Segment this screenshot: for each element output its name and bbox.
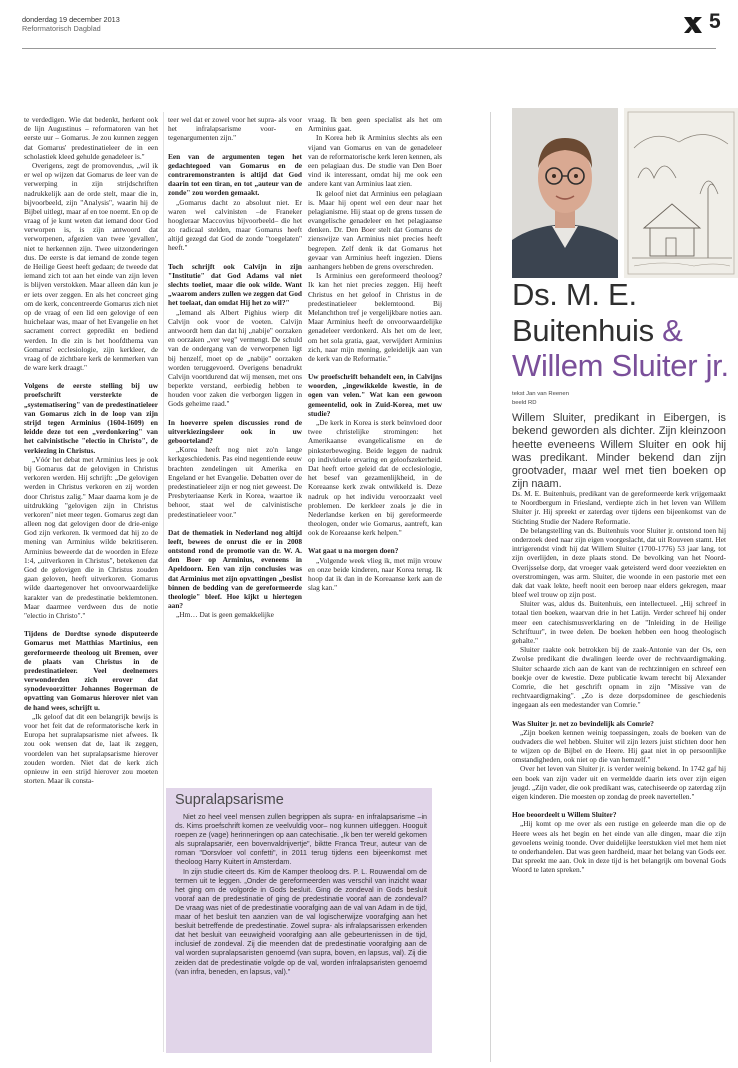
sidebar-box-supralapsarisme (166, 788, 432, 1053)
paragraph: De belangstelling van ds. Buitenhuis voor Sluiter jr. ontstond toen hij onderzoek deed naar zijn eigen voorgeslacht, dat uit Rouveen stamt. Het intrigerendst vindt hij dat Willem Sluiter (1700-1776) 53 jaar lang, tot zijn overlijden, in deze plaats stond. De bevolking van het Noord-Overijsselse dorp, dat vroeger vaak geteisterd werd door veeziekten en overstromingen, was arm. Sluiter, die woonde in een pastorie met een dak dat vaak lekte, heeft nooit een beroep naar elders gekregen, maar bleef wel trouw op zijn post. (512, 525, 726, 600)
newspaper-name: Reformatorisch Dagblad (22, 24, 101, 33)
headline-ampersand: & (662, 312, 683, 348)
interview-question: Hoe beoordeelt u Willem Sluiter? (512, 810, 617, 820)
paragraph: „De kerk in Korea is sterk beïnvloed door twee christelijke stromingen: het Amerikaanse evangelicalisme en de pinksterbeweging. Beide leggen de nadruk op individuele ervaring en geloofszekerheid. Dat heeft ertoe geleid dat de ecclesiologie, het besef van gezamenlijkheid, in de Koreaanse kerk zwak ontwikkeld is. Deze nadruk op het individu veroorzaakt veel problemen. De kerkleer zoals je die in Nederlandse kerken en bij gereformeerde theologen, onder wie Gomarus, aantreft, kan ook de Koreaanse kerk helpen." (308, 418, 442, 538)
page-number: 5 (709, 10, 721, 33)
interview-question: Tijdens de Dordtse synode disputeerde Gomarus met Matthias Martinius, een gereformeerde theoloog uit Bremen, over de plaats van Christus in de predestinatieleer. Veel deelnemers verwonderden zich erover dat synodevoorzitter Johannes Bogerman de opvatting van Gomarus hierover niet van de hand wees, schrijft u. (24, 629, 158, 712)
paragraph: „Korea heeft nog niet zo'n lange kerkgeschiedenis. Pas eind negentiende eeuw brachten zendelingen uit Amerika en Engeland er het Evangelie. Debatten over de predestinatieleer zijn er nog niet geweest. De Presbyteriaanse Kerk in Korea, waartoe ik behoor, staat wel de calvinistische predestinatieleer voor." (168, 445, 302, 519)
column-divider (163, 112, 164, 1052)
paragraph: „Gomarus dacht zo absoluut niet. Er waren wel calvinisten –de Franeker hoogleraar Maccovius bijvoorbeeld– die het zo radicaal stelden, maar Gomarus heeft altijd gezegd dat God de zonde "toegelaten" heeft." (168, 197, 302, 253)
article-column-3 (308, 115, 442, 592)
interview-question: Uw proefschrift behandelt een, in Calvijns woorden, „ingewikkelde kwestie, in de ogen van velen." Wat kan een gewoon gemeentelid, ook in Zuid-Korea, met uw studie? (308, 372, 442, 418)
paragraph: „Hm… Dat is geen gemakkelijke (176, 610, 274, 620)
paragraph: Sluiter raakte ook betrokken bij de zaak-Antonie van der Os, een Zwolse predikant die dwalingen leerde over de rechtvaardigmaking. Sluiter schaarde zich aan de kant van de rechtzinnigen en schreef een boekje over de kwestie. Deze publicatie kwam terecht bij Alexander Comrie, die het geschrift opnam in zijn "Missive van de rechtvaardigmaking". „Zo is deze dorpsdominee de geschiedenis ingegaan als een medestander van Comrie." (512, 645, 726, 710)
paragraph: In Korea heb ik Arminius slechts als een vijand van Gomarus en van de genadeleer van de reformatorische kerk leren kennen, als een pelagiaan dus. De studie van Den Boer vind ik interessant, omdat hij me ook een andere kant van Arminius laat zien. (308, 133, 442, 189)
headline-line-1: Ds. M. E. (512, 277, 637, 312)
header-rule (22, 48, 716, 49)
paragraph: te verdedigen. Wie dat bedenkt, herkent ook de lijn Augustinus – reformatoren van het eerste uur – Gomarus. Je zou kunnen zeggen dat Gomarus' predestinatieleer de in een scholastiek kleed gehulde genadeleer is." (24, 115, 158, 161)
article-intro: Willem Sluiter, predikant in Eibergen, is bekend geworden als dichter. Zijn kleinzoon heette eveneens Willem Sluiter en ook hij was predikant. Minder bekend dan zijn grootvader, maar wel met tien boeken op zijn naam. (512, 412, 726, 491)
paragraph: „Vóór het debat met Arminius lees je ook bij Gomarus dat de gelovigen in Christus verkoren werden. Hij schrijft: „De gelovigen werden in Christus verkoren en zij worden door Christus zalig." Maar daarna kom je de uitdrukking "gelovigen zijn in Christus verkoren" niet meer tegen. Gomarus zegt dan alleen nog dat gelovigen door de drie-enige God zijn verkoren. Ik vermoed dat hij zo de mening van Arminius wilde bekritiseren. Arminius beweerde dat de woorden in Efeze 1:4, „uitverkoren in Christus", betekenen dat God de gelovigen die in Christus zouden gaan geloven, heeft uitverkoren. Gomarus wilde daartegenover het onvoorwaardelijke karakter van de predestinatie beklemtonen. Maar daarmee verdween dus de notie "electio in Christo"." (24, 454, 158, 620)
paragraph: vraag. Ik ben geen specialist als het om Arminius gaat. (308, 115, 442, 134)
interview-question: Een van de argumenten tegen het gedachtegoed van Gomarus en de contraremonstranten is altijd dat God daarin tot een tiran, en tot „auteur van de zonde" zou worden gemaakt. (168, 151, 302, 198)
author-credit: tekst Jan van Reenen (512, 391, 569, 397)
paragraph: „Ik geloof dat dit een belangrijk bewijs is voor het feit dat de reformatorische kerk in Europa het supralapsarisme niet afwees. Ik zou ook wensen dat de, laat ik zeggen, voordelen van het supralapsarisme hierover zouden worden. Niet dat de kerk zich opnieuw in een strijd hierover zou moeten storten. Maar ik consta- (24, 711, 158, 786)
paragraph: Over het leven van Sluiter jr. is verder weinig bekend. In 1742 gaf hij een boek van zijn vader uit en vermeldde daarin iets over zijn eigen jeugd. „Zijn vader, die ook predikant was, catechiseerde op zaterdag zijn eigen kinderen. Die moesten op zondag de preek navertellen." (512, 764, 726, 801)
page-header (0, 0, 738, 52)
interview-question: Dat de thematiek in Nederland nog altijd leeft, bewees de onrust die er in 2008 ontstond rond de promotie van dr. W. A. den Boer op Arminius, eveneens in Apeldoorn. Een van zijn conclusies was dat Arminius met zijn opvattingen „beslist binnen de bedding van de gereformeerde theologie" bleef. Hoe kijkt u hiertegen aan? (168, 527, 302, 611)
sidebar-box-body (175, 813, 427, 977)
interview-question: Wat gaat u na morgen doen? (308, 546, 399, 556)
paragraph: „Iemand als Albert Pighius wierp dit Calvijn ook voor de voeten. Calvijn antwoordt hem dan dat hij „nabije" oorzaken en oorzaken „ver weg" vermengt. De schuld van de ondergang van de verworpenen ligt bij henzelf, moet op de „nabije" oorzaken worden teruggevoerd. Overigens benadrukt Calvijn voortdurend dat wij mensen, met ons beperkte verstand, eerbiedig hebben te houden voor zaken die verborgen liggen in Gods geheime raad." (168, 307, 302, 409)
paragraph: Overigens, zegt de promovendus, „wil ik er wel op wijzen dat Gomarus de leer van de verwerping in zijn strijdschriften nadrukkelijk aan de orde stelt, maar die in, bijvoorbeeld, zijn "Analysis", waarin hij de Bijbel uitlegt, maar af en toe noemt. En op de vraag of je kunt weten dat iemand door God verworpen is, is zijn antwoord dat verworpenen, afgezien van twee 'gevallen', niet te herkennen zijn. Twee uitzonderingen dus. De eerste is dat iemand de zonde tegen de Heilige Geest heeft gedaan; de tweede dat iemand zich tot aan het einde van zijn leven is blijven verstokken. Maar alleen dán kun je er iets over zeggen. En als het concreet ging om de kerk, concentreerde Gomarus zich niet op de vraag of een lid een gelovige of een huichelaar was, maar of het Evangelie en het sacrament correct gepredikt en bediend werden. In die zin is het hoofdthema van Gomarus' ecclesiologie, zijn kerkleer, de vraag of de zichtbare kerk de kenmerken van de ware kerk draagt." (24, 160, 158, 373)
headline-line-2 (512, 313, 738, 349)
village-sketch-image (624, 108, 738, 278)
portrait-photo (512, 108, 618, 278)
article-column-4 (512, 489, 726, 875)
paragraph: Ik geloof niet dat Arminius een pelagiaan is. Maar hij opent wel een deur naar het pelagianisme. Hij staat op de grens tussen de evangelische genadeleer en het pelagiaanse denken. Dr. Den Boer stelt dat Gomarus de zienswijze van Arminius niet precies heeft begrepen. Zelf denk ik dat Gomarus het gevaar van Arminius heeft ingezien. Diens aanhangers hebben de grens overschreden. (308, 188, 442, 271)
paragraph: „Zijn boeken kennen weinig toepassingen, zoals de boeken van de oudvaders die wel hebben. Sluiter wil zijn lezers juist stichten door hen te wijzen op de Bijbel en de Heere. Hij gaat niet in op persoonlijke omstandigheden, ook niet op die van hemzelf." (512, 727, 726, 765)
photo-credit: beeld RD (512, 400, 537, 406)
sidebar-box-title: Supralapsarisme (175, 792, 284, 808)
article-column-1 (24, 115, 158, 785)
paragraph: „Volgende week vlieg ik, met mijn vrouw en onze beide kinderen, naar Korea terug. Ik hoop dat ik dan in de Koreaanse kerk aan de slag kan." (308, 555, 442, 593)
article-column-2 (168, 115, 302, 620)
paragraph: Is Arminius een gereformeerd theoloog? Ik kan het niet precies zeggen. Hij heeft Christus en het geloof in Christus in de predestinatieleer beklemtoond. Bij Melanchthon tref je vergelijkbare noties aan. Maar Arminius heeft de onvoorwaardelijke genadeleer verdonkerd. Als het om de leer, om het sola gratia, gaat, verwijdert Arminius zich, naar mijn mening, geleidelijk aan van de kerk van de Reformatie." (308, 271, 442, 363)
paragraph: „Hij komt op me over als een rustige en geleerde man die op de Heere wees als het begin en het einde van alle dingen, maar die zijn gevoelens weinig toonde. Over duidelijke leerstukken viel met hem niet te onderhandelen. Dat was geen hardheid, maar het belang van Gods eer. Dat spreekt me aan. Ook in deze tijd is het belangrijk om bovenal Gods Woord te laten spreken." (512, 819, 726, 875)
headline-name: Buitenhuis (512, 312, 654, 348)
paragraph: Ds. M. E. Buitenhuis, predikant van de gereformeerde kerk vrijgemaakt te Noordbergum in Friesland, verdiepte zich in het leven van Willem Sluiter jr. Hij spreekt er zaterdag over tijdens een bijeenkomst van de Stichting Studie der Nadere Reformatie. (512, 489, 726, 526)
issue-date: donderdag 19 december 2013 (22, 15, 120, 24)
paragraph: Sluiter was, aldus ds. Buitenhuis, een intellectueel. „Hij schreef in totaal tien boeken, waarvan drie in het Latijn. Verder schreef hij onder meer een catechismusverklaring en de "Inleiding in de Heilige Schriftuur", in twee delen. De boeken hebben een hoog theologisch gehalte." (512, 599, 726, 645)
article-headline (512, 277, 738, 384)
section-divider (490, 112, 491, 1062)
headline-line-3: Willem Sluiter jr. (512, 348, 729, 383)
paragraph: In zijn studie citeert ds. Kim de Kamper theoloog drs. P. L. Rouwendal om de termen uit te leggen. „Onder de gereformeerden was verschil van inzicht waar het ging om de volgorde in Gods besluit. Ging de zondeval in Gods besluit vooraf aan de predestinatie of ging de predestinatie vooraf aan de zondeval? De vraag was niet of de predestinatie voorafging aan de val van Adam in de tijd, maar of het besluit ten aanzien van de val logischerwijze voorafging aan het besluit betreffende de predestinatie. Zowel supra- als infralapsarissen erkenden dat het besluit van eeuwigheid voorafging aan alle gebeurtenissen in de tijd, inclusief de zondeval. Zij die meenden dat de predestinatie voorafging aan de val worden supralapsaristen genoemd (van supra, boven, en lapsus, val). Zij die zeiden dat de predestinatie volgde op de val, worden infralapsaristen genoemd (van infra, beneden, en lapsus, val)." (175, 867, 427, 976)
interview-question: Was Sluiter jr. net zo bevindelijk als Comrie? (512, 718, 654, 728)
article-credits (512, 390, 569, 408)
paragraph: Niet zo heel veel mensen zullen begrippen als supra- en infralapsarisme –in ds. Kims proefschrift komen ze veelvuldig voor– nog kunnen uitleggen. Hooguit roepen ze (vage) herinneringen op aan catechisatie. „Ik ben ter wereld gekomen als supralapsariër, een bovenvaldrijvertje", biktte Franca Treur, auteur van de roman "Dorsvloer vol confetti", in 2011 terug tijdens een bijeenkomst met theoloog Harry Kuitert in Amsterdam. (175, 813, 427, 867)
paragraph: teer wel dat er zowel voor het supra- als voor het infralapsarisme voor- en tegenargumenten zijn." (168, 115, 302, 143)
rd-x-logo-icon (683, 15, 703, 40)
interview-question: Toch schrijft ook Calvijn in zijn "Institutie" dat God Adams val niet slechts toeliet, maar die ook wilde. Want „waarom anders zullen we zeggen dat God het toelaat, dan omdat Hij het zo wil?" (168, 261, 302, 308)
interview-question: In hoeverre spelen discussies rond de uitverkiezingsleer ook in uw geboorteland? (168, 417, 302, 445)
interview-question: Volgens de eerste stelling bij uw proefschrift versterkte de „systematisering" van de predestinatieleer van Gomarus zich in de loop van zijn strijd tegen Arminius (1604-1609) en leidde deze tot een „verdonkering" van het calvinistische "electio in Christo", de verkiezing in Christus. (24, 381, 158, 455)
